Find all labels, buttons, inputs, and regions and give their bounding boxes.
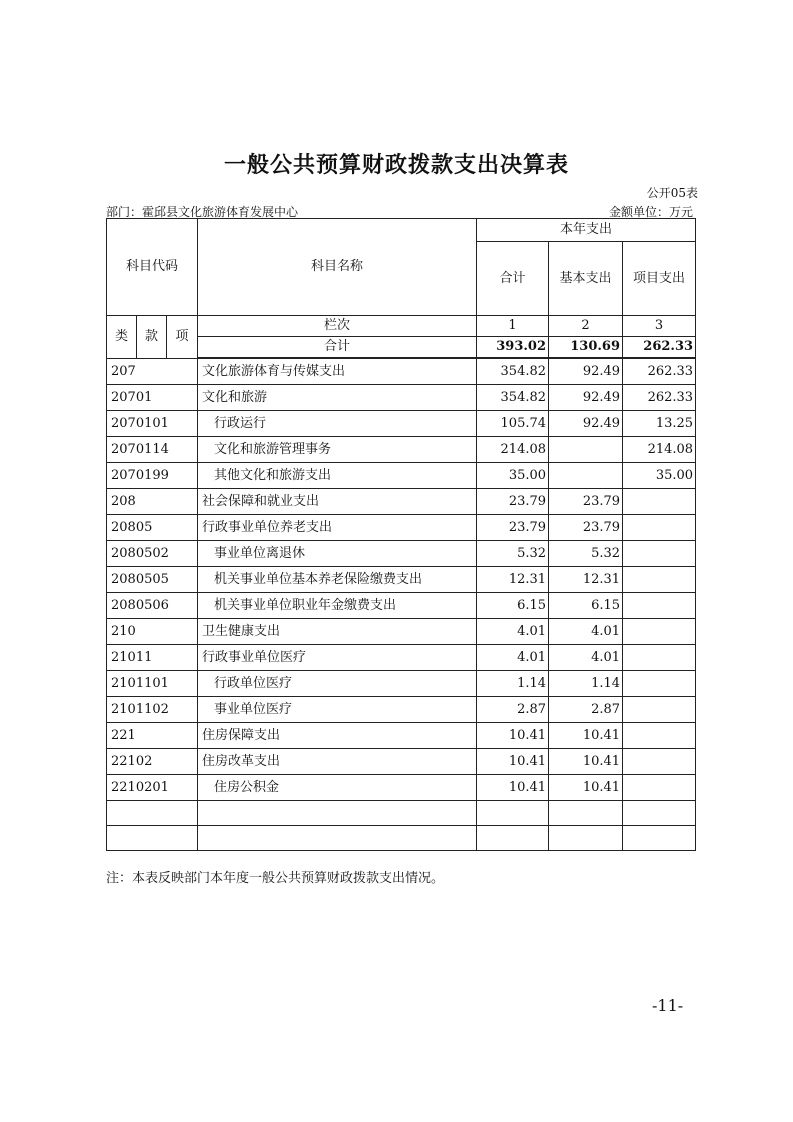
row-total: 2.87 — [477, 697, 549, 723]
row-basic: 5.32 — [549, 541, 623, 567]
table-row — [107, 801, 696, 826]
row-basic: 23.79 — [549, 515, 623, 541]
table-row — [107, 489, 696, 515]
summary-total: 393.02 — [477, 337, 549, 359]
header-col-2: 2 — [549, 316, 623, 337]
row-total — [477, 801, 549, 826]
row-name: 卫生健康支出 — [198, 619, 477, 645]
header-row-3 — [107, 316, 696, 337]
expenditure-table — [106, 218, 696, 851]
table-row — [107, 619, 696, 645]
header-col-1: 1 — [477, 316, 549, 337]
row-code: 2210201 — [107, 775, 198, 801]
row-project — [623, 515, 696, 541]
row-basic: 92.49 — [549, 411, 623, 437]
row-basic: 1.14 — [549, 671, 623, 697]
row-total: 4.01 — [477, 645, 549, 671]
row-project — [623, 723, 696, 749]
footnote: 注：本表反映部门本年度一般公共预算财政拨款支出情况。 — [106, 871, 445, 886]
row-basic — [549, 826, 623, 851]
row-total: 10.41 — [477, 723, 549, 749]
header-lei: 类 — [107, 316, 137, 359]
table-row — [107, 541, 696, 567]
row-name: 行政运行 — [198, 411, 477, 437]
row-basic: 23.79 — [549, 489, 623, 515]
row-name: 事业单位医疗 — [198, 697, 477, 723]
row-code: 2101101 — [107, 671, 198, 697]
table-row — [107, 411, 696, 437]
table-row — [107, 515, 696, 541]
row-code: 22102 — [107, 749, 198, 775]
row-name: 事业单位离退休 — [198, 541, 477, 567]
row-total: 23.79 — [477, 515, 549, 541]
header-xiang: 项 — [167, 316, 198, 359]
row-project: 35.00 — [623, 463, 696, 489]
summary-basic: 130.69 — [549, 337, 623, 359]
table-row — [107, 567, 696, 593]
row-basic: 92.49 — [549, 385, 623, 411]
row-basic: 10.41 — [549, 749, 623, 775]
header-row-1 — [107, 219, 696, 242]
header-project: 项目支出 — [623, 242, 696, 316]
row-project — [623, 567, 696, 593]
row-project — [623, 489, 696, 515]
row-total: 5.32 — [477, 541, 549, 567]
table-row — [107, 697, 696, 723]
row-name: 文化和旅游 — [198, 385, 477, 411]
header-year-spend: 本年支出 — [477, 219, 696, 242]
row-code — [107, 801, 198, 826]
row-basic: 10.41 — [549, 723, 623, 749]
unit-label: 金额单位：万元 — [608, 205, 693, 219]
row-project — [623, 801, 696, 826]
row-total: 35.00 — [477, 463, 549, 489]
row-total: 4.01 — [477, 619, 549, 645]
row-name: 行政单位医疗 — [198, 671, 477, 697]
header-column-label: 栏次 — [198, 316, 477, 337]
row-project — [623, 541, 696, 567]
row-project: 214.08 — [623, 437, 696, 463]
row-code: 2070199 — [107, 463, 198, 489]
table-row — [107, 749, 696, 775]
row-code: 20701 — [107, 385, 198, 411]
row-code: 21011 — [107, 645, 198, 671]
row-name: 住房改革支出 — [198, 749, 477, 775]
summary-project: 262.33 — [623, 337, 696, 359]
row-total: 105.74 — [477, 411, 549, 437]
table-row — [107, 385, 696, 411]
row-project: 262.33 — [623, 385, 696, 411]
row-project — [623, 645, 696, 671]
row-project — [623, 749, 696, 775]
row-project — [623, 593, 696, 619]
row-project — [623, 775, 696, 801]
row-basic: 92.49 — [549, 358, 623, 385]
row-name: 机关事业单位基本养老保险缴费支出 — [198, 567, 477, 593]
row-code: 210 — [107, 619, 198, 645]
row-name: 行政事业单位医疗 — [198, 645, 477, 671]
row-code — [107, 826, 198, 851]
row-basic: 12.31 — [549, 567, 623, 593]
row-project — [623, 826, 696, 851]
row-code: 2070101 — [107, 411, 198, 437]
table-row — [107, 775, 696, 801]
row-code: 207 — [107, 358, 198, 385]
table-row — [107, 358, 696, 385]
table-row — [107, 437, 696, 463]
table-row — [107, 671, 696, 697]
row-basic — [549, 463, 623, 489]
row-project — [623, 671, 696, 697]
row-basic: 4.01 — [549, 645, 623, 671]
table-row — [107, 723, 696, 749]
department-label: 部门：霍邱县文化旅游体育发展中心 — [106, 205, 299, 219]
table-row — [107, 826, 696, 851]
row-basic — [549, 437, 623, 463]
row-name: 住房公积金 — [198, 775, 477, 801]
row-basic: 4.01 — [549, 619, 623, 645]
row-name: 其他文化和旅游支出 — [198, 463, 477, 489]
header-basic: 基本支出 — [549, 242, 623, 316]
row-project — [623, 697, 696, 723]
row-total: 12.31 — [477, 567, 549, 593]
row-total: 214.08 — [477, 437, 549, 463]
row-total — [477, 826, 549, 851]
row-basic: 6.15 — [549, 593, 623, 619]
table-row — [107, 593, 696, 619]
row-code: 20805 — [107, 515, 198, 541]
row-code: 2080502 — [107, 541, 198, 567]
table-row — [107, 645, 696, 671]
row-project: 13.25 — [623, 411, 696, 437]
row-total: 6.15 — [477, 593, 549, 619]
row-basic: 10.41 — [549, 775, 623, 801]
row-code: 2101102 — [107, 697, 198, 723]
row-total: 10.41 — [477, 775, 549, 801]
row-name: 文化和旅游管理事务 — [198, 437, 477, 463]
summary-label: 合计 — [198, 337, 477, 359]
row-name: 社会保障和就业支出 — [198, 489, 477, 515]
row-basic: 2.87 — [549, 697, 623, 723]
row-total: 10.41 — [477, 749, 549, 775]
header-col-3: 3 — [623, 316, 696, 337]
row-code: 208 — [107, 489, 198, 515]
header-name: 科目名称 — [198, 219, 477, 316]
row-total: 23.79 — [477, 489, 549, 515]
row-total: 354.82 — [477, 358, 549, 385]
row-name: 机关事业单位职业年金缴费支出 — [198, 593, 477, 619]
page-title: 一般公共预算财政拨款支出决算表 — [223, 153, 569, 178]
row-total: 1.14 — [477, 671, 549, 697]
header-code: 科目代码 — [107, 219, 198, 316]
row-name — [198, 801, 477, 826]
row-name: 行政事业单位养老支出 — [198, 515, 477, 541]
row-project — [623, 619, 696, 645]
row-code: 221 — [107, 723, 198, 749]
form-number: 公开05表 — [646, 186, 698, 200]
row-project: 262.33 — [623, 358, 696, 385]
header-total: 合计 — [477, 242, 549, 316]
row-code: 2070114 — [107, 437, 198, 463]
row-name: 住房保障支出 — [198, 723, 477, 749]
row-code: 2080506 — [107, 593, 198, 619]
row-name — [198, 826, 477, 851]
row-name: 文化旅游体育与传媒支出 — [198, 358, 477, 385]
header-kuan: 款 — [137, 316, 167, 359]
table-row — [107, 463, 696, 489]
row-code: 2080505 — [107, 567, 198, 593]
page-number: -11- — [652, 996, 684, 1015]
row-total: 354.82 — [477, 385, 549, 411]
row-basic — [549, 801, 623, 826]
